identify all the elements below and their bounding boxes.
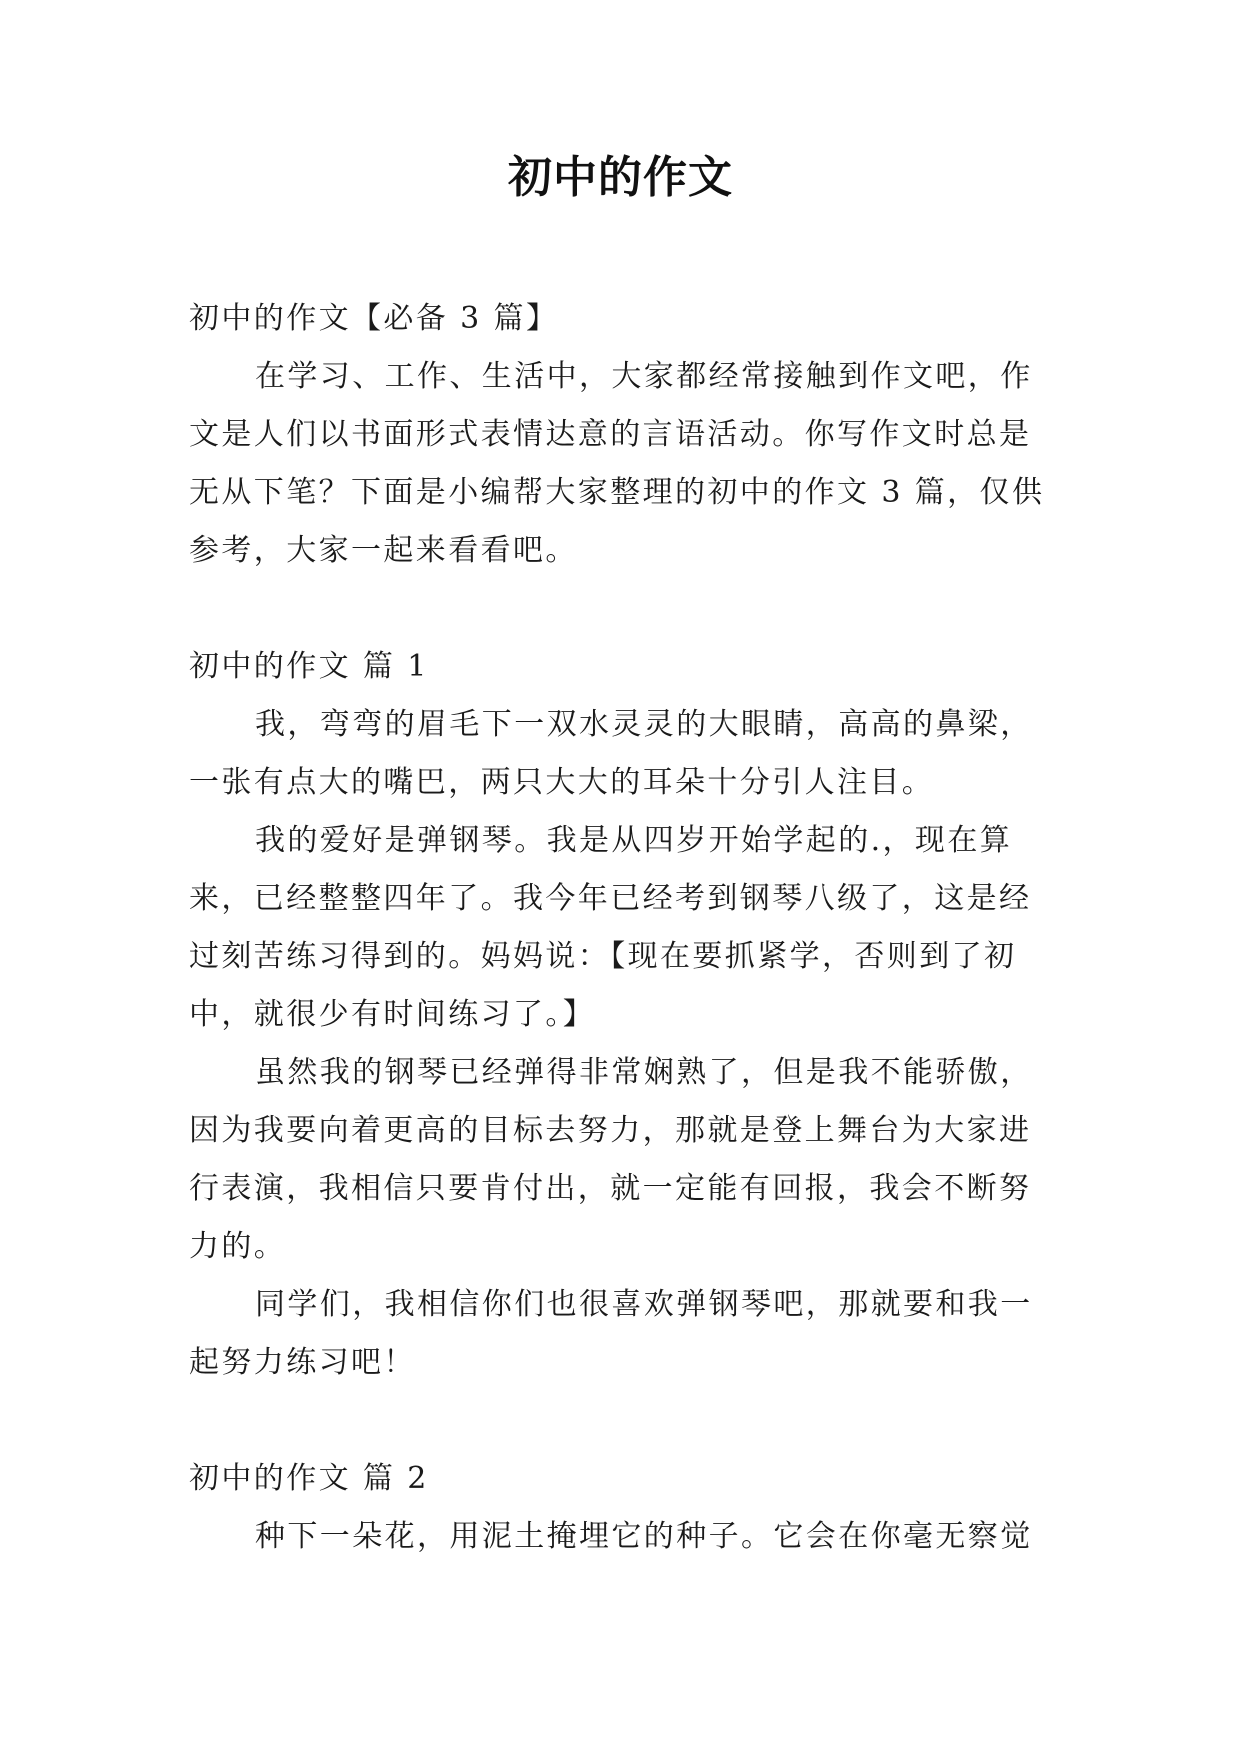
section-gap	[189, 1392, 1051, 1450]
section-1-paragraph-2: 我的爱好是弹钢琴。我是从四岁开始学起的.，现在算来，已经整整四年了。我今年已经考到钢琴八级了，这是经过刻苦练习得到的。妈妈说：【现在要抓紧学，否则到了初中，就很少有时间练习了。】	[189, 823, 1032, 1032]
section-1-heading: 初中的作文 篇 1	[189, 649, 429, 684]
section-gap	[189, 580, 1051, 638]
intro-heading: 初中的作文【必备 3 篇】	[189, 301, 559, 336]
section-2-heading: 初中的作文 篇 2	[189, 1461, 429, 1496]
document-body	[189, 290, 1051, 1566]
section-1-paragraph-4: 同学们，我相信你们也很喜欢弹钢琴吧，那就要和我一起努力练习吧！	[189, 1287, 1033, 1380]
section-2-paragraph-1: 种下一朵花，用泥土掩埋它的种子。它会在你毫无察觉	[255, 1519, 1033, 1554]
section-1-paragraph-3: 虽然我的钢琴已经弹得非常娴熟了，但是我不能骄傲，因为我要向着更高的目标去努力，那就是登上舞台为大家进行表演，我相信只要肯付出，就一定能有回报，我会不断努力的。	[189, 1055, 1033, 1264]
intro-paragraph: 在学习、工作、生活中，大家都经常接触到作文吧，作文是人们以书面形式表情达意的言语活动。你写作文时总是无从下笔？下面是小编帮大家整理的初中的作文 3 篇，仅供参考，大家一起来看看吧。	[189, 359, 1045, 568]
document-title: 初中的作文	[508, 152, 733, 203]
section-1-paragraph-1: 我，弯弯的眉毛下一双水灵灵的大眼睛，高高的鼻梁，一张有点大的嘴巴，两只大大的耳朵十分引人注目。	[189, 707, 1033, 800]
